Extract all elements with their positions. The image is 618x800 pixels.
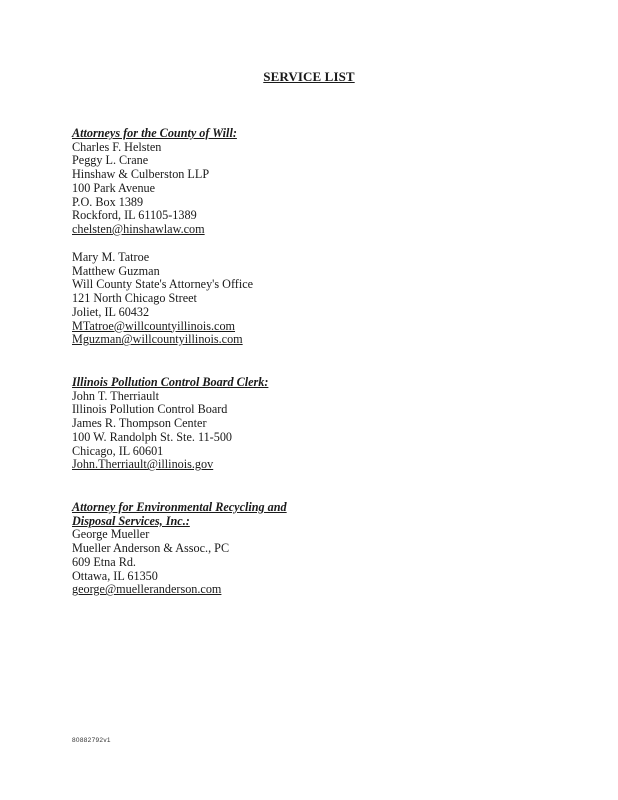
email-link[interactable]: John.Therriault@illinois.gov [72,457,214,472]
contact-line: George Mueller [72,527,150,542]
contact-line: Will County State's Attorney's Office [72,277,254,292]
contact-line: Matthew Guzman [72,263,160,278]
section-heading: Illinois Pollution Control Board Clerk: [72,375,269,389]
contact-line: Rockford, IL 61105-1389 [72,208,197,223]
county-attorneys-section [72,127,552,237]
contact-line: Peggy L. Crane [72,153,149,168]
email-link[interactable]: Mguzman@willcountyillinois.com [72,332,243,347]
contact-line: Charles F. Helsten [72,139,162,154]
section-heading: Attorney for Environmental Recycling and [72,500,287,514]
contact-line: 121 North Chicago Street [72,291,197,306]
contact-line: Mary M. Tatroe [72,250,150,264]
contact-line: 100 W. Randolph St. Ste. 11-500 [72,429,233,444]
clerk-section [72,376,552,472]
contact-line: P.O. Box 1389 [72,194,144,209]
contact-line: Hinshaw & Culberston LLP [72,167,210,182]
county-contact-2 [72,251,552,347]
document-id-footer: 80882792v1 [72,737,111,744]
contact-line: Mueller Anderson & Assoc., PC [72,541,230,556]
contact-line: John T. Therriault [72,388,159,403]
section-heading: Attorneys for the County of Will: [72,126,237,140]
erds-section [72,501,552,597]
contact-line: Chicago, IL 60601 [72,443,164,458]
contact-line: Ottawa, IL 61350 [72,568,158,583]
email-link[interactable]: george@muelleranderson.com [72,582,222,597]
section-heading: Disposal Services, Inc.: [72,513,190,528]
contact-line: Joliet, IL 60432 [72,304,150,319]
email-link[interactable]: MTatroe@willcountyillinois.com [72,318,236,333]
contact-line: 609 Etna Rd. [72,554,136,569]
page-title: SERVICE LIST [263,69,355,84]
contact-line: James R. Thompson Center [72,416,207,431]
email-link[interactable]: chelsten@hinshawlaw.com [72,221,205,236]
contact-line: Illinois Pollution Control Board [72,402,228,417]
contact-line: 100 Park Avenue [72,180,156,195]
